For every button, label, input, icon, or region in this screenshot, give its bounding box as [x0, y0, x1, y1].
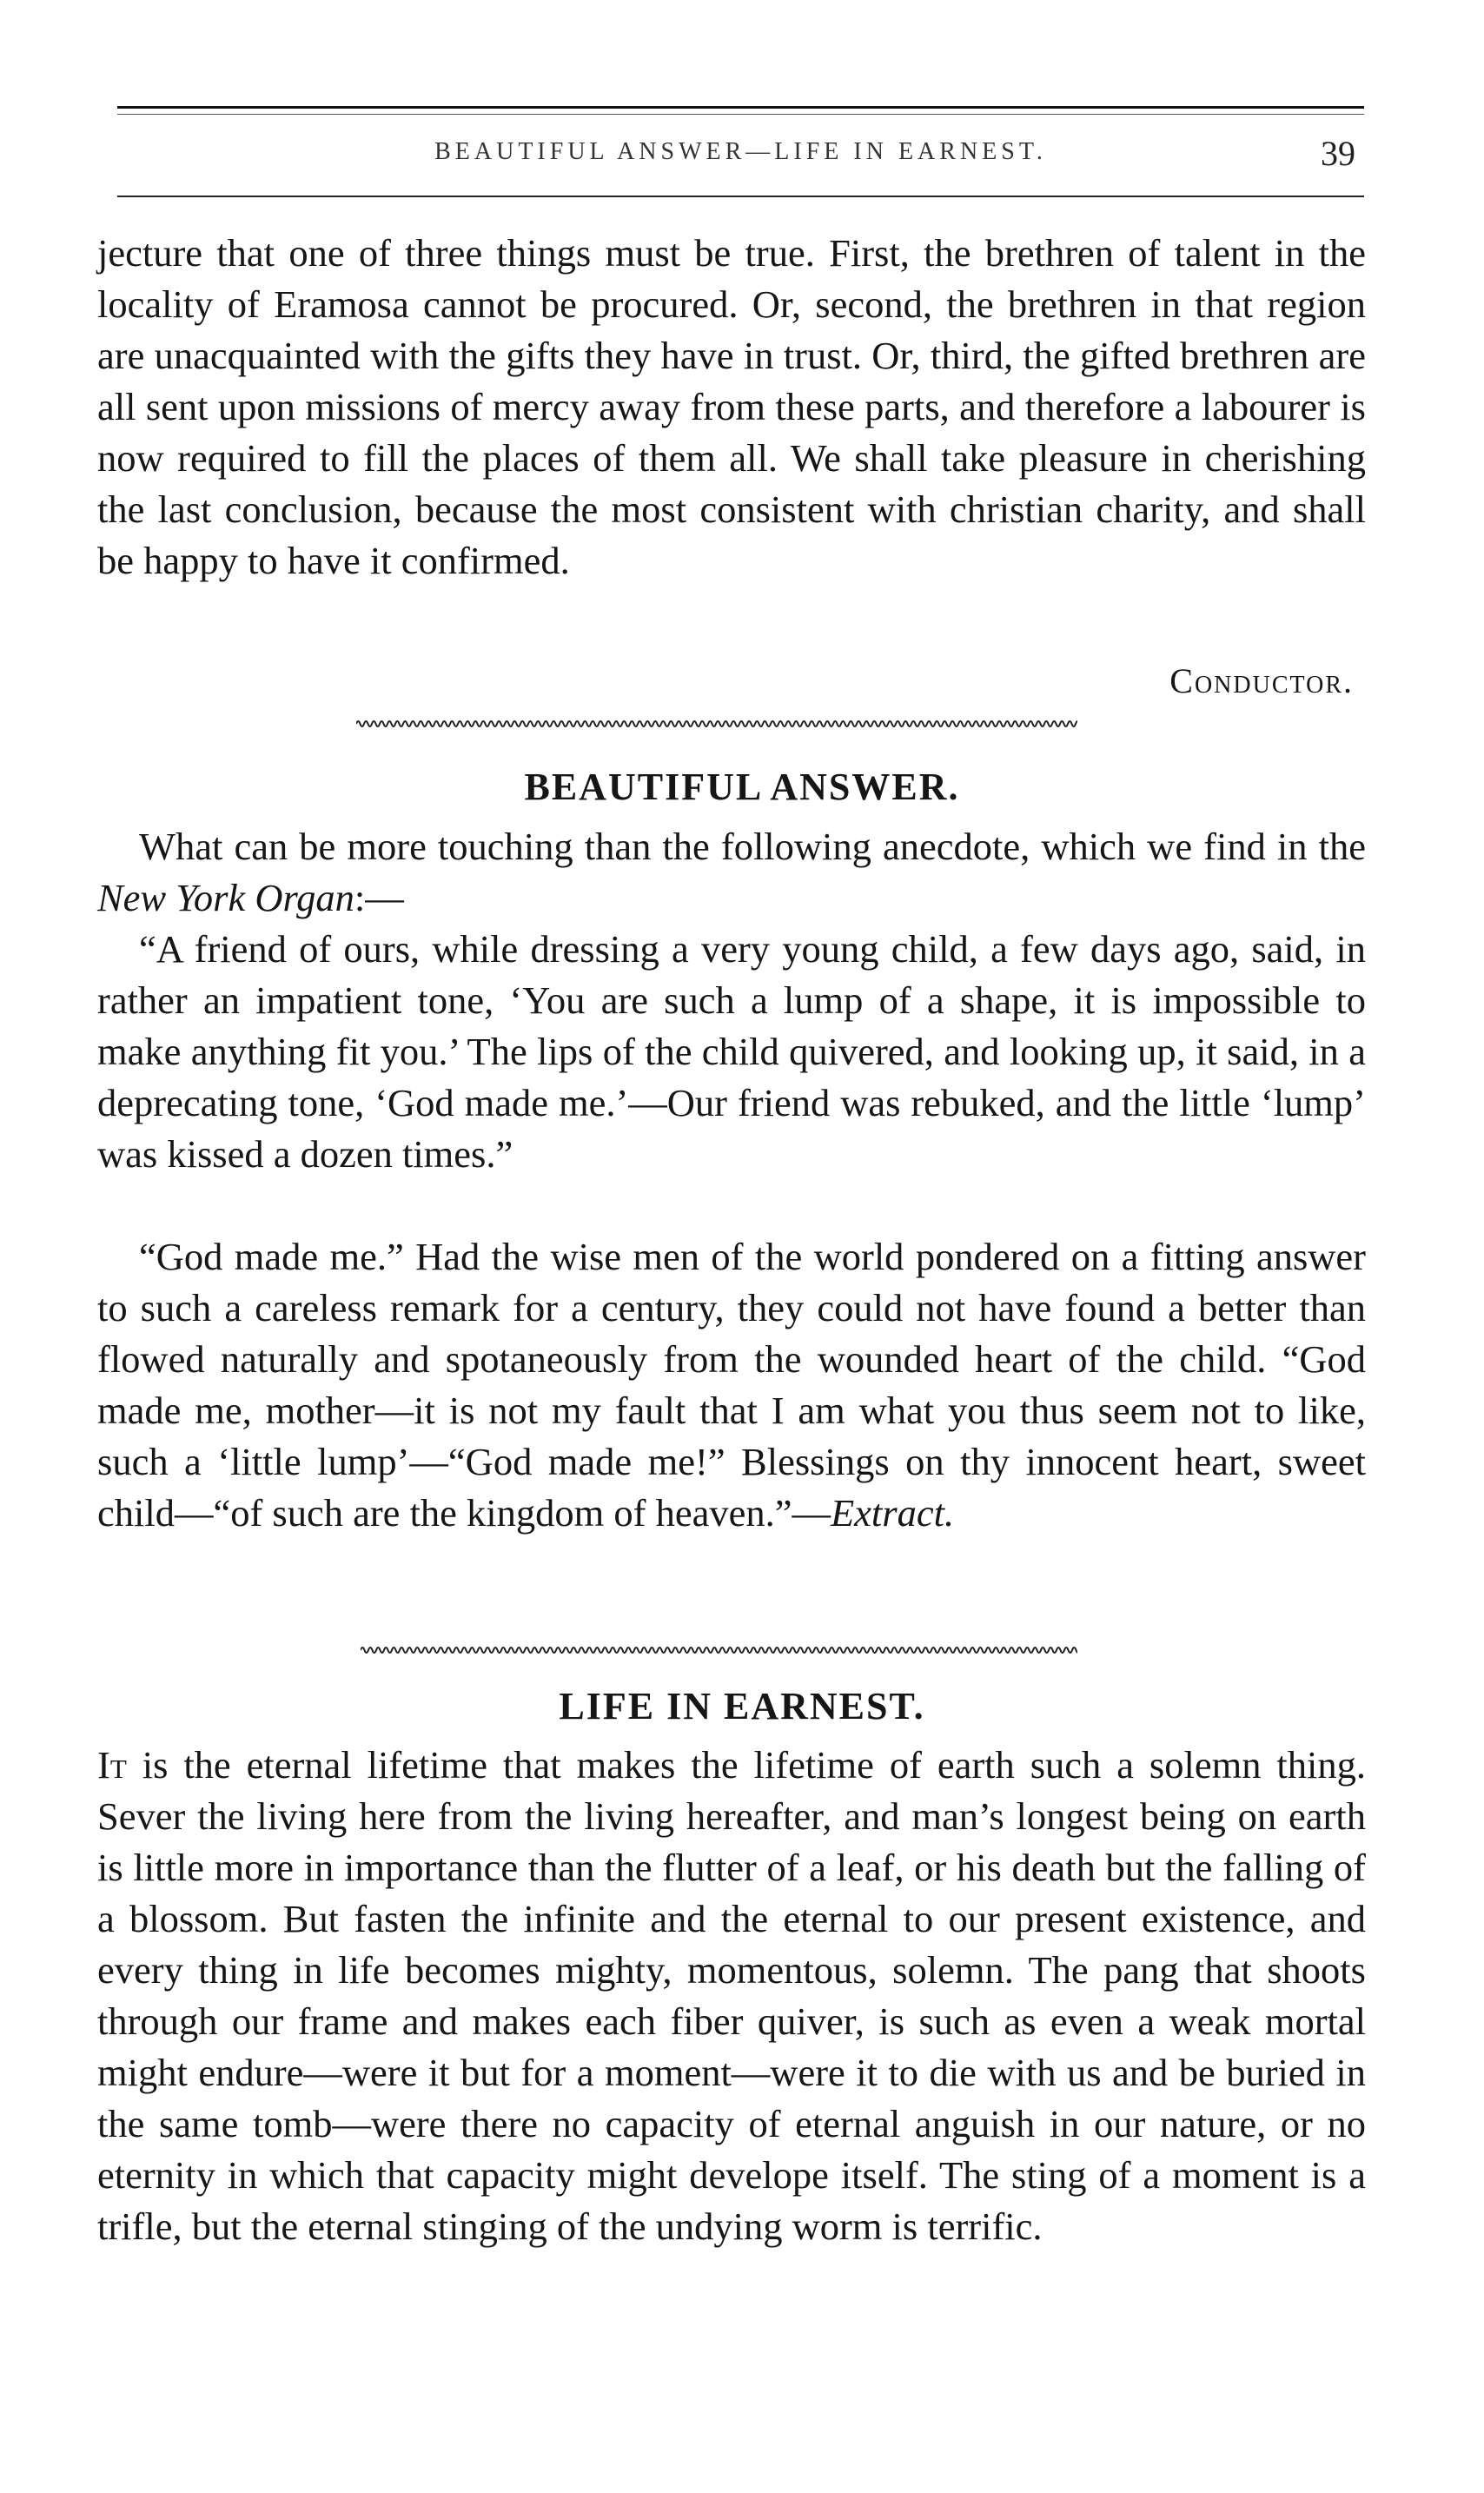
body-text: is the eternal lifetime that makes the lifetime of earth such a solemn thing. Sever the living here from the living hereafter, and man’s longest being on earth is little more in importance than the flutter of a leaf, or his death but the falling of a blossom. But fasten the infinite and the eternal to our present existence, and every thing in life becomes mighty, momentous, solemn. The pang that shoots through our frame and makes each fiber quiver, is such as even a weak mortal might endure—were it but for a moment—were it to die with us and be buried in the same tomb—were there no capacity of eternal anguish in our nature, or no eternity in which that capacity might develope itself. The sting of a moment is a trifle, but the eternal stinging of the undying worm is terrific. [97, 1743, 1366, 2248]
signature-conductor: Conductor. [1169, 661, 1354, 700]
continuation-paragraph: jecture that one of three things must be true. First, the brethren of talent in the locality of Eramosa cannot be procured. Or, second, the brethren in that region are unacquainted with the gifts they have in trust. Or, third, the gifted brethren are all sent upon missions of mercy away from these parts, and therefore a labourer is now required to fill the places of them all. We shall take pleasure in cherishing the last conclusion, because the most consistent with christian charity, and shall be happy to have it confirmed. [97, 231, 1366, 582]
beautiful-answer-quote: “A friend of ours, while dressing a very young child, a few days ago, said, in rather an impatient tone, ‘You are such a lump of a shape, it is impossible to make anything fit you.’ The lips of the child quivered, and looking up, it said, in a deprecating tone, ‘God made me.’—Our friend was rebuked, and the little ‘lump’ was kissed a dozen times.” [97, 927, 1366, 1176]
running-head-title: BEAUTIFUL ANSWER—LIFE IN EARNEST. [434, 138, 1047, 165]
section-heading-life-in-earnest: LIFE IN EARNEST. [559, 1685, 925, 1727]
header-rule [117, 196, 1364, 197]
running-head [117, 133, 1364, 176]
top-rule [117, 106, 1364, 109]
intro-text: What can be more touching than the following anecdote, which we find in the [139, 825, 1366, 868]
wavy-divider-2 [361, 1644, 1077, 1656]
top-rule-thin [117, 114, 1364, 115]
section-heading-beautiful-answer: BEAUTIFUL ANSWER. [524, 766, 960, 808]
intro-after: :— [354, 876, 404, 919]
wavy-line [361, 1648, 1077, 1653]
comment-text: “God made me.” Had the wise men of the world pondered on a fitting answer to such a careless remark for a century, they could not have found a better than flowed naturally and spotaneously from the wounded heart of the child. “God made me, mother—it is not my fault that I am what you thus seem not to like, such a ‘little lump’—“God made me!” Blessings on thy innocent heart, sweet child—“of such are the kingdom of heaven.”— [97, 1235, 1366, 1535]
life-in-earnest-paragraph [97, 1740, 1366, 2252]
page-number: 39 [1321, 134, 1355, 173]
first-word: It [97, 1743, 127, 1787]
comment-source: Extract. [830, 1491, 955, 1535]
intro-source: New York Organ [97, 876, 354, 919]
beautiful-answer-comment [97, 1231, 1366, 1539]
wavy-line [356, 721, 1077, 726]
beautiful-answer-intro [97, 821, 1366, 924]
wavy-divider-1 [356, 718, 1077, 730]
